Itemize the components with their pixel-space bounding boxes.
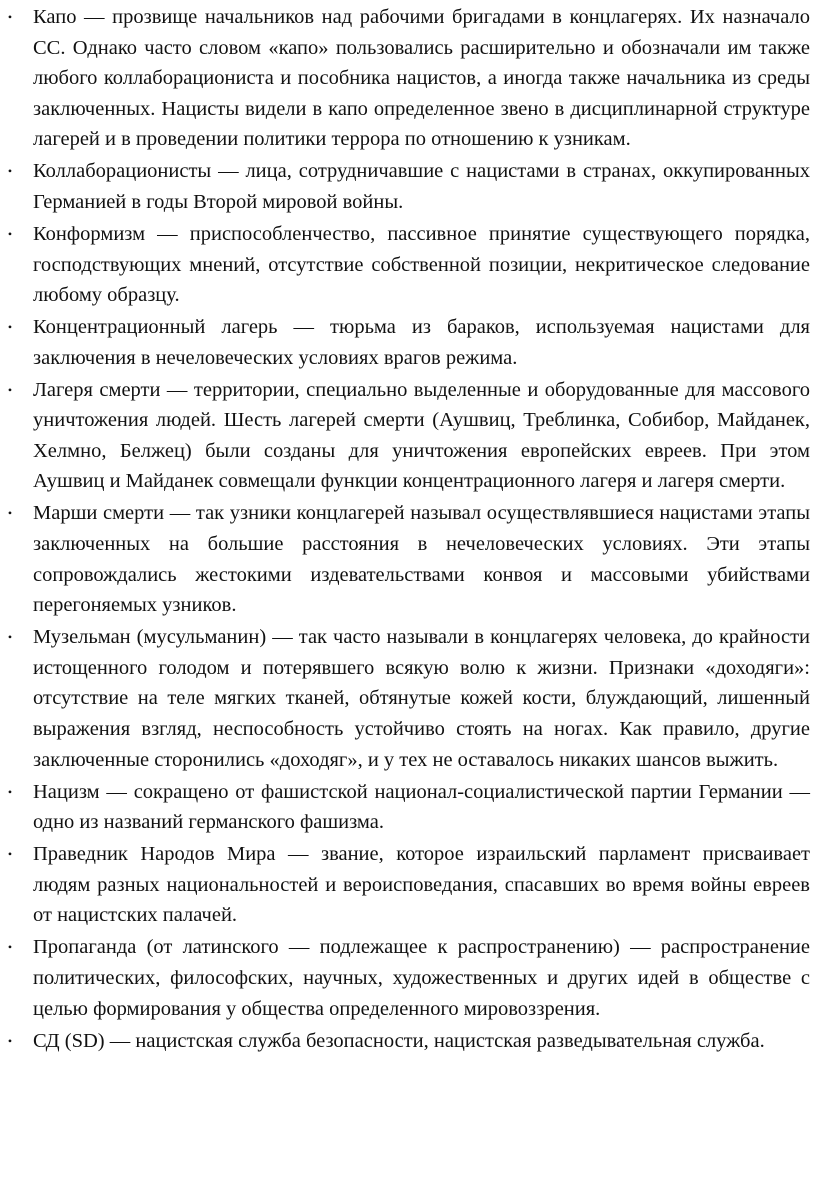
glossary-entry-propaganda (0, 932, 810, 1024)
entry-text: Музельман (мусульманин) — так часто называли в концлагерях человека, до крайности истощенного голодом и потерявшего всякую волю к жизни. Признаки «доходяги»: отсутствие на теле мягких тканей, обтянутые кожей кости, блуждающий, лишенный выражения взгляд, неспособность устойчиво стоять на ногах. Как правило, другие заключенные сторонились «доходяг», и у тех не оставалось никаких шансов выжить. (33, 626, 810, 771)
entry-text: Капо — прозвище начальников над рабочими бригадами в концлагерях. Их назначало СС. Однако часто словом «капо» пользовались расширительно и обозначали им также любого коллаборациониста и пособника нацистов, а иногда также начальника из среды заключенных. Нацисты видели в капо определенное звено в дисциплинарной структуре лагерей и в проведении политики террора по отношению к узникам. (33, 6, 810, 151)
glossary-entry-muselmann (0, 622, 810, 775)
glossary-entry-nazism (0, 777, 810, 838)
glossary-entry-concentration-camp (0, 312, 810, 373)
glossary-entry-collaborationists (0, 156, 810, 217)
bullet-icon: • (7, 382, 13, 397)
glossary-entry-conformism (0, 219, 810, 311)
entry-text: Концентрационный лагерь — тюрьма из бараков, используемая нацистами для заключения в нечеловеческих условиях врагов режима. (33, 316, 810, 369)
entry-text: Пропаганда (от латинского — подлежащее к распространению) — распространение политических, философских, научных, художественных и других идей в обществе с целью формирования у общества определенного мировоззрения. (33, 936, 810, 1020)
bullet-icon: • (7, 940, 13, 955)
entry-text: Марши смерти — так узники концлагерей называл осуществлявшиеся нацистами этапы заключенных на большие расстояния в нечеловеческих условиях. Эти этапы сопровождались жестокими издевательствами конвоя и массовыми убийствами перегоняемых узников. (33, 502, 810, 617)
entry-text: Конформизм — приспособленчество, пассивное принятие существующего порядка, господствующих мнений, отсутствие собственной позиции, некритическое следование любому образцу. (33, 222, 810, 307)
glossary-entry-death-camps (0, 375, 810, 497)
entry-text: Нацизм — сокращено от фашистской национал-социалистической партии Германии — одно из названий германского фашизма. (33, 780, 810, 834)
bullet-icon: • (7, 10, 13, 24)
bullet-icon: • (7, 784, 13, 799)
entry-text: Лагеря смерти — территории, специально выделенные и оборудованные для массового уничтожения людей. Шесть лагерей смерти (Аушвиц, Треблинка, Собибор, Майданек, Хелмно, Белжец) были созданы для уничтожения европейских евреев. При этом Аушвиц и Майданек совмещали функции концентрационного лагеря и лагеря смерти. (33, 378, 810, 493)
bullet-icon: • (7, 226, 13, 241)
glossary-list (0, 2, 810, 1056)
glossary-entry-death-marches (0, 498, 810, 620)
bullet-icon: • (7, 1033, 13, 1048)
bullet-icon: • (7, 320, 13, 335)
bullet-icon: • (7, 164, 13, 179)
bullet-icon: • (7, 630, 13, 645)
entry-text: Коллаборационисты — лица, сотрудничавшие с нацистами в странах, оккупированных Германией в годы Второй мировой войны. (33, 160, 810, 213)
glossary-entry-kapo (0, 2, 810, 155)
glossary-entry-sd (0, 1026, 810, 1057)
bullet-icon: • (7, 847, 13, 862)
entry-text: Праведник Народов Мира — звание, которое израильский парламент присваивает людям разных национальностей и вероисповедания, спасавших во время войны евреев от нацистских палачей. (33, 843, 810, 927)
entry-text: СД (SD) — нацистская служба безопасности, нацистская разведывательная служба. (33, 1029, 765, 1052)
bullet-icon: • (7, 506, 13, 521)
glossary-entry-righteous (0, 839, 810, 931)
